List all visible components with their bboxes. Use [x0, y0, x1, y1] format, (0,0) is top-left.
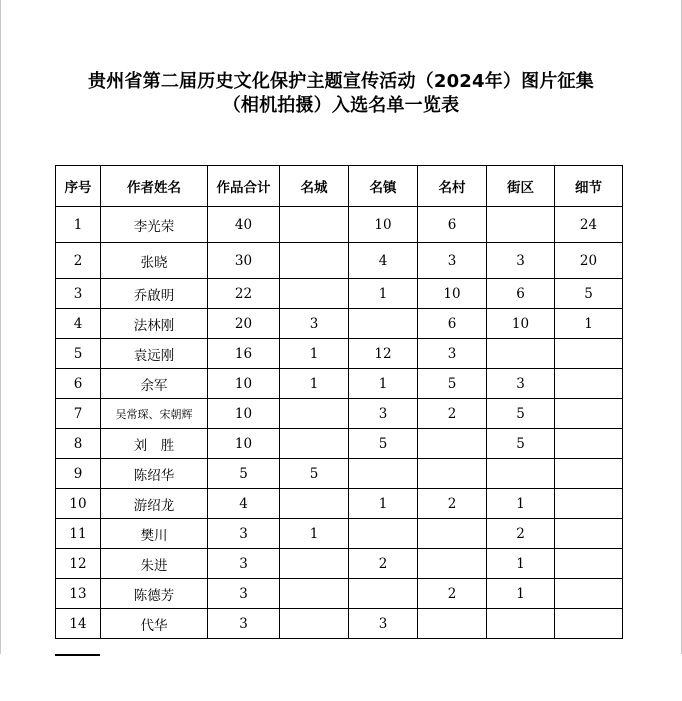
document-title-line-1: 贵州省第二届历史文化保护主题宣传活动（2024年）图片征集: [88, 71, 594, 92]
cell-detail: [555, 549, 623, 579]
cell-historic-block: 5: [487, 399, 555, 429]
document-title-line-2: （相机拍摄）入选名单一览表: [222, 95, 460, 116]
cell-index: 11: [56, 519, 101, 549]
cell-index: 14: [56, 609, 101, 639]
cell-famous-town: 3: [349, 399, 418, 429]
header-famous-city: 名城: [280, 166, 349, 207]
table-row: [56, 579, 623, 609]
table-row: [56, 429, 623, 459]
cell-detail: [555, 339, 623, 369]
cell-famous-town: [349, 519, 418, 549]
cell-author-name: 吴常琛、宋朝辉: [101, 399, 208, 429]
cell-historic-block: 2: [487, 519, 555, 549]
cell-index: 2: [56, 243, 101, 279]
cell-famous-city: [280, 549, 349, 579]
cell-famous-town: [349, 309, 418, 339]
cell-detail: [555, 579, 623, 609]
cell-total-works: 40: [208, 207, 280, 243]
cell-detail: [555, 519, 623, 549]
cell-historic-block: [487, 207, 555, 243]
cell-famous-city: 1: [280, 369, 349, 399]
cell-famous-city: 5: [280, 459, 349, 489]
cell-detail: [555, 459, 623, 489]
cell-total-works: 4: [208, 489, 280, 519]
table-row: [56, 519, 623, 549]
cell-historic-block: 6: [487, 279, 555, 309]
cell-author-name: 张晓: [101, 243, 208, 279]
cell-famous-village: [418, 609, 487, 639]
header-index: 序号: [56, 166, 101, 207]
cell-famous-city: 1: [280, 519, 349, 549]
cell-author-name: 陈德芳: [101, 579, 208, 609]
table-row: [56, 399, 623, 429]
cell-famous-city: [280, 399, 349, 429]
table-row: [56, 207, 623, 243]
cell-total-works: 22: [208, 279, 280, 309]
cell-famous-city: 1: [280, 339, 349, 369]
cell-famous-town: 12: [349, 339, 418, 369]
cell-famous-city: [280, 243, 349, 279]
cell-historic-block: 5: [487, 429, 555, 459]
cell-famous-city: [280, 609, 349, 639]
cell-detail: [555, 369, 623, 399]
cell-detail: [555, 609, 623, 639]
cell-famous-city: 3: [280, 309, 349, 339]
cell-historic-block: 3: [487, 369, 555, 399]
cell-famous-village: 3: [418, 339, 487, 369]
cell-total-works: 3: [208, 519, 280, 549]
cell-famous-village: [418, 549, 487, 579]
cell-total-works: 3: [208, 609, 280, 639]
cell-detail: 1: [555, 309, 623, 339]
cell-historic-block: 3: [487, 243, 555, 279]
cell-famous-village: 2: [418, 579, 487, 609]
page-bottom-margin: [0, 654, 682, 701]
cell-total-works: 3: [208, 579, 280, 609]
cell-famous-village: 5: [418, 369, 487, 399]
cell-famous-town: 1: [349, 369, 418, 399]
cell-detail: [555, 429, 623, 459]
cell-historic-block: 1: [487, 579, 555, 609]
cell-total-works: 10: [208, 399, 280, 429]
cell-author-name: 朱进: [101, 549, 208, 579]
cell-famous-village: 3: [418, 243, 487, 279]
cell-historic-block: 1: [487, 489, 555, 519]
cell-famous-village: 6: [418, 309, 487, 339]
cell-author-name: 法林刚: [101, 309, 208, 339]
header-total-works: 作品合计: [208, 166, 280, 207]
header-famous-town: 名镇: [349, 166, 418, 207]
cell-historic-block: [487, 609, 555, 639]
cell-famous-city: [280, 429, 349, 459]
cell-famous-town: 2: [349, 549, 418, 579]
header-historic-block: 街区: [487, 166, 555, 207]
cell-index: 7: [56, 399, 101, 429]
cell-famous-town: 4: [349, 243, 418, 279]
cell-famous-village: 2: [418, 399, 487, 429]
cell-index: 6: [56, 369, 101, 399]
cell-famous-city: [280, 489, 349, 519]
cell-famous-village: 6: [418, 207, 487, 243]
cell-index: 4: [56, 309, 101, 339]
table-row: [56, 339, 623, 369]
cell-total-works: 30: [208, 243, 280, 279]
cell-historic-block: [487, 459, 555, 489]
table-row: [56, 309, 623, 339]
cell-author-name: 李光荣: [101, 207, 208, 243]
table-header-row: [56, 166, 623, 207]
cell-detail: 20: [555, 243, 623, 279]
cell-famous-town: 1: [349, 279, 418, 309]
cell-detail: [555, 489, 623, 519]
cell-famous-city: [280, 279, 349, 309]
cell-famous-city: [280, 207, 349, 243]
header-detail: 细节: [555, 166, 623, 207]
cell-index: 13: [56, 579, 101, 609]
cell-author-name: 樊川: [101, 519, 208, 549]
cell-famous-town: 3: [349, 609, 418, 639]
cell-total-works: 20: [208, 309, 280, 339]
table-row: [56, 549, 623, 579]
cell-total-works: 5: [208, 459, 280, 489]
cell-author-name: 游绍龙: [101, 489, 208, 519]
cell-famous-village: [418, 459, 487, 489]
cell-index: 8: [56, 429, 101, 459]
header-author-name: 作者姓名: [101, 166, 208, 207]
table-row: [56, 459, 623, 489]
cell-famous-city: [280, 579, 349, 609]
cell-author-name: 乔啟明: [101, 279, 208, 309]
cell-author-name: 代华: [101, 609, 208, 639]
cell-index: 9: [56, 459, 101, 489]
cell-total-works: 10: [208, 369, 280, 399]
cell-famous-village: [418, 519, 487, 549]
cell-index: 1: [56, 207, 101, 243]
cell-famous-town: 10: [349, 207, 418, 243]
cell-index: 5: [56, 339, 101, 369]
table-row: [56, 279, 623, 309]
cell-author-name: 陈绍华: [101, 459, 208, 489]
cell-famous-town: [349, 579, 418, 609]
cell-total-works: 3: [208, 549, 280, 579]
table-row: [56, 489, 623, 519]
cell-author-name: 刘 胜: [101, 429, 208, 459]
cell-famous-village: 2: [418, 489, 487, 519]
cell-detail: 24: [555, 207, 623, 243]
cell-famous-village: 10: [418, 279, 487, 309]
cell-historic-block: [487, 339, 555, 369]
cell-total-works: 10: [208, 429, 280, 459]
cell-famous-town: 5: [349, 429, 418, 459]
cell-index: 12: [56, 549, 101, 579]
cell-author-name: 余军: [101, 369, 208, 399]
table-bottom-edge: [55, 654, 100, 656]
cell-detail: [555, 399, 623, 429]
cell-index: 3: [56, 279, 101, 309]
cell-historic-block: 10: [487, 309, 555, 339]
cell-index: 10: [56, 489, 101, 519]
table-row: [56, 609, 623, 639]
cell-detail: 5: [555, 279, 623, 309]
table-row: [56, 369, 623, 399]
cell-famous-town: 1: [349, 489, 418, 519]
cell-famous-town: [349, 459, 418, 489]
header-famous-village: 名村: [418, 166, 487, 207]
cell-author-name: 袁远刚: [101, 339, 208, 369]
cell-famous-village: [418, 429, 487, 459]
cell-total-works: 16: [208, 339, 280, 369]
cell-historic-block: 1: [487, 549, 555, 579]
table-row: [56, 243, 623, 279]
selection-list-table: [55, 165, 623, 639]
